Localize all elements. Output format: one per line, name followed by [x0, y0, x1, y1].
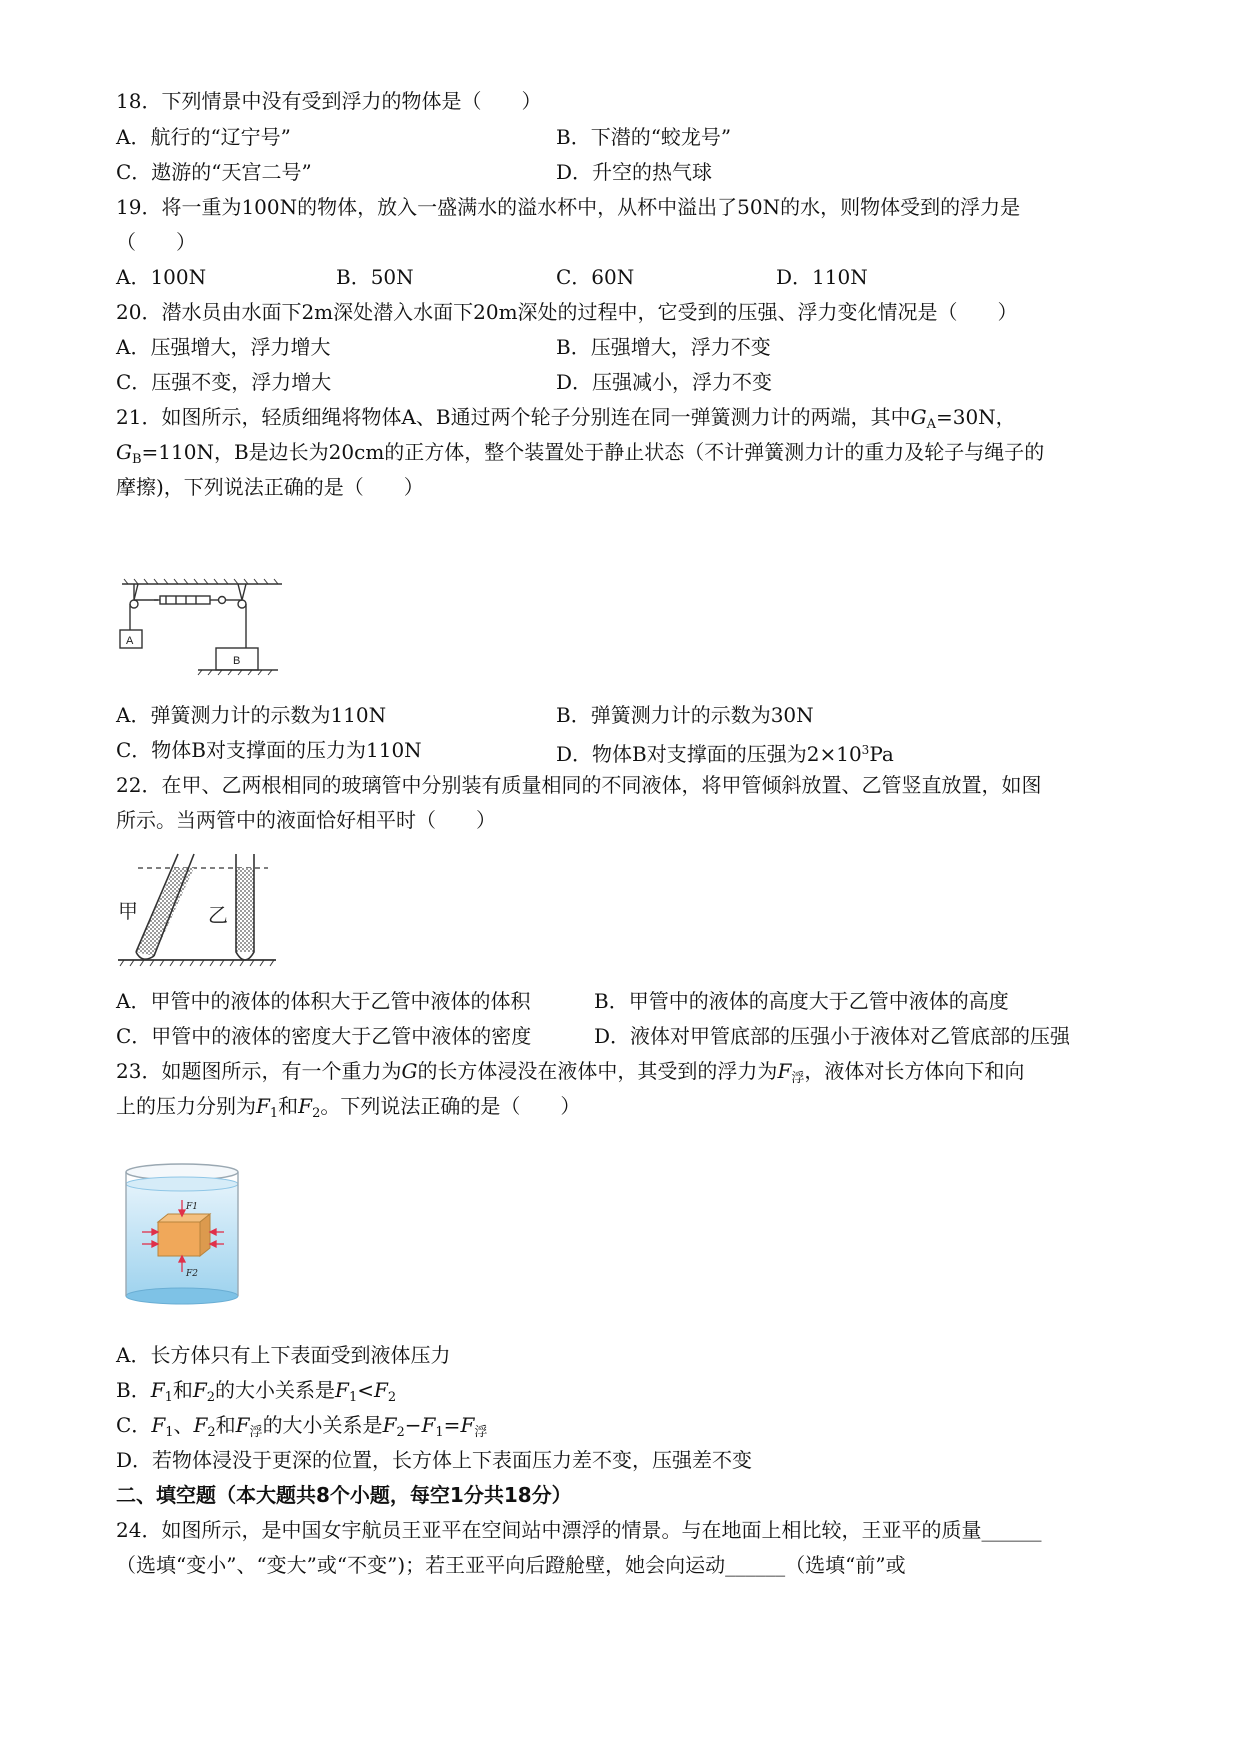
q23-fig-label-f1: F1	[186, 1202, 198, 1212]
q22-option-c: C．甲管中的液体的密度大于乙管中液体的密度	[116, 1024, 532, 1048]
q19-option-d: D．110N	[776, 265, 868, 289]
q23-stem-line1: 23．如题图所示，有一个重力为G的长方体浸没在液体中，其受到的浮力为$F_浮$，液体对长方体向下和向	[116, 1059, 1025, 1086]
q21-option-a: A．弹簧测力计的示数为110N	[116, 703, 387, 727]
q18-option-b: B．下潜的“蛟龙号”	[556, 125, 732, 149]
q19-option-b: B．50N	[336, 265, 414, 289]
q18-option-c: C．遨游的“天宫二号”	[116, 160, 312, 184]
q21-option-d: D．物体B对支撑面的压强为$2\times 10^3Pa$	[556, 742, 894, 766]
q22-stem-line1: 22．在甲、乙两根相同的玻璃管中分别装有质量相同的不同液体，将甲管倾斜放置、乙管竖直放置，如图	[116, 773, 1042, 797]
q20-option-b: B．压强增大，浮力不变	[556, 335, 771, 359]
q22-option-b: B．甲管中的液体的高度大于乙管中液体的高度	[594, 989, 1009, 1013]
q23-stem-line2: 上的压力分别为$F_1$和$F_2$。下列说法正确的是（ ）	[116, 1094, 581, 1121]
q22-stem-line2: 所示。当两管中的液面恰好相平时（ ）	[116, 808, 496, 832]
q24-line2: （选填“变小”、“变大”或“不变”)；若王亚平向后蹬舱壁，她会向运动______（选填“前”或	[116, 1553, 906, 1577]
q21-stem-line1: 21．如图所示，轻质细绳将物体A、B通过两个轮子分别连在同一弹簧测力计的两端，其中$G_A=30N$，	[116, 405, 1016, 432]
q21-pulley-figure	[118, 578, 288, 678]
q20-option-a: A．压强增大，浮力增大	[116, 335, 331, 359]
q20-option-c: C．压强不变，浮力增大	[116, 370, 332, 394]
q20-stem: 20．潜水员由水面下2m深处潜入水面下20m深处的过程中，它受到的压强、浮力变化情况是（ ）	[116, 300, 1018, 324]
q23-fig-label-f2: F2	[186, 1269, 198, 1279]
q19-option-c: C．60N	[556, 265, 635, 289]
q21-stem-line3: 摩擦)，下列说法正确的是（ ）	[116, 475, 424, 499]
q22-fig-label-jia: 甲	[118, 899, 138, 923]
q19-stem-bracket: （ ）	[116, 230, 196, 254]
q18-stem: 18．下列情景中没有受到浮力的物体是（ ）	[116, 89, 542, 113]
q23-option-c: C．$F_1$、$F_2$和$F_浮$的大小关系是$F_2-F_1=F_浮$	[116, 1413, 488, 1440]
q18-option-a: A．航行的“辽宁号”	[116, 125, 291, 149]
q21-option-c: C．物体B对支撑面的压力为110N	[116, 738, 422, 762]
q21-option-b: B．弹簧测力计的示数为30N	[556, 703, 814, 727]
q21-fig-label-b: B	[233, 655, 241, 667]
section-fill-blank-heading: 二、填空题（本大题共8个小题，每空1分共18分）	[116, 1483, 572, 1507]
q22-tubes-figure	[118, 852, 278, 972]
q23-option-a: A．长方体只有上下表面受到液体压力	[116, 1343, 451, 1367]
q19-option-a: A．100N	[116, 265, 207, 289]
q20-option-d: D．压强减小，浮力不变	[556, 370, 773, 394]
q22-option-a: A．甲管中的液体的体积大于乙管中液体的体积	[116, 989, 531, 1013]
q19-stem: 19．将一重为100N的物体，放入一盛满水的溢水杯中，从杯中溢出了50N的水，则物体受到的浮力是	[116, 195, 1021, 219]
q23-beaker-figure	[118, 1160, 248, 1310]
q21-stem-line2: $G_B=110N$，B是边长为20cm的正方体，整个装置处于静止状态（不计弹簧测力计的重力及轮子与绳子的	[116, 440, 1045, 467]
q18-option-d: D．升空的热气球	[556, 160, 713, 184]
q23-option-b: B．$F_1$和$F_2$的大小关系是$F_1<F_2$	[116, 1378, 397, 1405]
q22-option-d: D．液体对甲管底部的压强小于液体对乙管底部的压强	[594, 1024, 1071, 1048]
q22-fig-label-yi: 乙	[208, 903, 228, 927]
q24-line1: 24．如图所示，是中国女宇航员王亚平在空间站中漂浮的情景。与在地面上相比较，王亚平的质量______	[116, 1518, 1042, 1542]
q21-fig-label-a: A	[126, 635, 134, 647]
q23-option-d: D．若物体浸没于更深的位置，长方体上下表面压力差不变，压强差不变	[116, 1448, 753, 1472]
